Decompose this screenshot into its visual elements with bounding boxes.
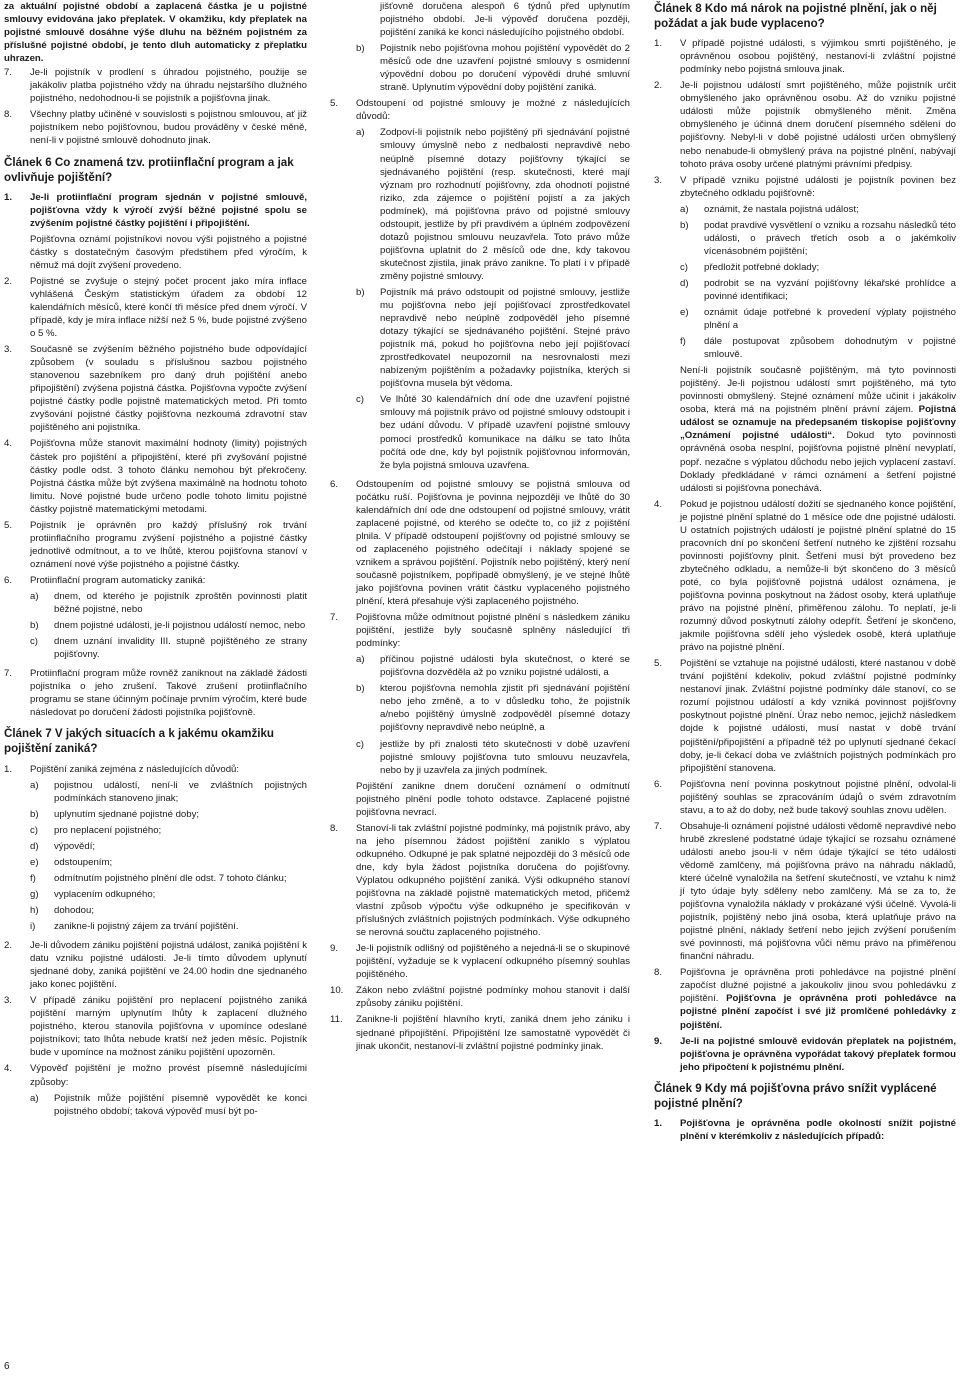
list-item: [330, 611, 630, 819]
sub-item: [30, 824, 307, 837]
item-number: 3.: [4, 344, 13, 356]
item-number: 1.: [654, 38, 663, 50]
list-item: [4, 939, 307, 991]
item-text: Je-li na pojistné smlouvě evidován přeplatek na pojistném, pojišťovna je oprávněna vypořádat takový přeplatek formou jeho připočtení k pojistnému plnění.: [680, 1035, 956, 1073]
sub-item-letter: a): [680, 203, 689, 215]
item-number: 2.: [4, 275, 13, 287]
sub-item-letter: b): [30, 808, 39, 820]
sub-item-text: Pojistník nebo pojišťovna mohou pojištění vypovědět do 2 měsíců ode dne uzavření pojistné smlouvy s osmidenní výpovědní dobou po doručení výpovědi druhé smluvní straně. Uplynutím výpovědní doby pojištění zaniká.: [380, 43, 630, 94]
item-text: Všechny platby učiněné v souvislosti s pojistnou smlouvou, ať již pojistníkem nebo pojišťovnou, budou prováděny v české měně, není-li v pojistné smlouvě dohodnuto jinak.: [30, 109, 307, 147]
item-text: [356, 97, 630, 474]
sub-item-letter: g): [30, 888, 39, 900]
item-number: 6.: [330, 478, 339, 490]
sub-item-letter: a): [30, 779, 39, 791]
item-text-bold: Pojišťovna je oprávněna proti pohledávce na pojistné plnění započíst i své již promlčené pohledávky z pojištění.: [680, 993, 956, 1031]
sub-item: [30, 904, 307, 917]
article-7-heading: Článek 7 V jakých situacích a k jakému okamžiku pojištění zaniká?: [4, 727, 275, 756]
item-number: 9.: [654, 1035, 663, 1047]
sub-item: [30, 779, 307, 805]
item-continuation: Pojišťovna oznámí pojistníkovi novou výši pojistného a pojistné částky s dostatečným časovým předstihem před výročím, k němuž má dojít zvýšení provedeno.: [30, 233, 307, 271]
list-item: [330, 942, 630, 981]
sub-item: [356, 126, 630, 283]
sub-item-text: pro neplacení pojistného;: [54, 824, 162, 836]
sub-item-letter: e): [680, 307, 689, 319]
sub-item: [356, 653, 630, 679]
sub-item-text: podat pravdivé vysvětlení o vzniku a rozsahu následků této události, o právech třetích osob a o jakémkoliv vícenásobném pojištění;: [704, 219, 956, 257]
item-text: Je-li protiinflační program sjednán v pojistné smlouvě, pojišťovna vždy k výročí zvýší běžné pojistné spolu se zvýšením pojistné částky pojištění i připojištění.: [30, 191, 307, 229]
item-number: 10.: [330, 985, 344, 997]
item-tail-bold: Pojistná událost se oznamuje na předepsaném tiskopise pojišťovny „Oznámení pojistné události“.: [680, 404, 956, 442]
sub-item-letter: b): [356, 43, 365, 55]
item-text: Obsahuje-li oznámení pojistné události vědomě nepravdivé nebo hrubě zkreslené podstatné údaje týkající se rozsahu oznámené události anebo jsou-li v něm údaje týkající se této události vědomě zamlčeny, má pojišťovna právo na náhradu nákladů, které účelně vynaložila na šetření skutečností, ve vztahu k nimž jí tyto údaje byly sděleny nebo zamlčeny. Má se za to, že pojišťovna vynaložila náklady v prokázané výši účelně. Vyvolá-li pojistník, pojištěný nebo jiná osoba, která uplatňuje právo na pojistné plnění, náklady šetření nebo jejich zvýšení porušením své povinnosti, má pojišťovna vůči němu právo na přiměřenou finanční náhradu.: [680, 820, 956, 963]
item-text: Je-li pojistník v prodlení s úhradou pojistného, použije se jakákoliv platba pojistného vždy na úhradu nejstaršího dlužného pojistného, nedohodnou-li se pojistník a pojišťovna jinak.: [30, 67, 307, 105]
item-tail: Pojištění zanikne dnem doručení oznámení o odmítnutí pojistného plnění podle tohoto odstavce. Zaplacené pojistné pojišťovna nevrací.: [356, 780, 630, 818]
sub-item-letter: e): [30, 856, 39, 868]
sub-item: [356, 42, 630, 94]
sub-item: [356, 286, 630, 390]
sub-item-text: jestliže by při znalosti této skutečnosti v době uzavření pojistné smlouvy pojišťovna tuto smlouvu neuzavřela, nebo by ji uzavřela za jiných podmínek.: [380, 738, 630, 776]
item-number: 3.: [654, 174, 663, 186]
list-item: [4, 994, 307, 1059]
sub-item-letter: h): [30, 904, 39, 916]
item-number: 8.: [330, 822, 339, 834]
list-item: [654, 820, 956, 964]
item-text: Je-li pojistník odlišný od pojištěného a nejedná-li se o skupinové pojištění, vyžaduje se k vyplacení odkupného písemný souhlas pojištěného.: [356, 943, 630, 981]
sub-item-letter: a): [356, 654, 365, 666]
list-item: [4, 275, 307, 340]
item-text: Pojistník je oprávněn pro každý příslušný rok trvání protiinflačního programu zvýšení pojistného a pojistné částky jednotlivě odmítnout, a to ve lhůtě, kterou pojišťovna stanoví v oznámení nové výše pojistného a pojistné částky.: [30, 519, 307, 570]
item-tail-text: Dokud tyto povinnosti oprávněná osoba nesplní, pojišťovna pojistné plnění nevyplatí, popř. nezačne s výplatou důchodu nebo jejich vyplacení zastaví. Doklady předkládané v rámci oznámení a šetření pojistné události si pojišťovna ponechává.: [680, 430, 957, 494]
list-item: [654, 79, 956, 170]
item-text: Zákon nebo zvláštní pojistné podmínky mohou stanovit i další způsoby zániku pojištění.: [356, 985, 630, 1010]
item-lead: V případě vzniku pojistné události je pojistník povinen bez zbytečného odkladu pojišťovně:: [680, 174, 956, 199]
list-item: [654, 1035, 956, 1074]
sub-item-letter: b): [356, 286, 365, 298]
item-lead: Pojištění zaniká zejména z následujících důvodů:: [30, 763, 240, 775]
item-number: 8.: [4, 109, 13, 121]
sub-item: [30, 808, 307, 821]
sub-item-letter: c): [356, 738, 364, 750]
sub-item: [30, 888, 307, 901]
sub-item-letter: a): [356, 127, 365, 139]
item-text: Pojišťovna je oprávněna podle okolností snížit pojistné plnění v kterémkoliv z následujících případů:: [680, 1117, 956, 1142]
sub-item: [680, 277, 956, 303]
sub-item-letter: c): [680, 261, 688, 273]
sub-item-letter: b): [356, 683, 365, 695]
item-lead: Pojišťovna může odmítnout pojistné plnění s následkem zániku pojištění, jestliže byly současně splněny následující tři podmínky:: [356, 612, 630, 650]
list-item: [4, 763, 307, 937]
item-number: 7.: [4, 67, 13, 79]
sub-item-letter: b): [30, 620, 39, 632]
list-item: [4, 437, 307, 515]
sub-item-letter: i): [30, 921, 36, 933]
sub-item: [30, 635, 307, 661]
item-number: 6.: [4, 574, 13, 586]
list-item: [654, 1117, 956, 1143]
list-item: [4, 108, 307, 147]
sub-item: [30, 840, 307, 853]
sub-item-letter: d): [680, 277, 689, 289]
sub-item-text: kterou pojišťovna nemohla zjistit při sjednávání pojištění nebo jeho změně, a to v důsledku toho, že pojistník a/nebo pojištěný úmyslně zodpověděl písemné dotazy pojišťovny nepravdivě nebo neúplně, a: [380, 683, 630, 734]
item-text: V případě zániku pojištění pro neplacení pojistného zaniká pojištění marným uplynutím lhůty k zaplacení dlužného pojistného, kterou stanovila pojišťovna v upomínce odeslané pojistníkovi; tato lhůta nebude kratší než jeden měsíc. Pojistník bude v upomínce na možnost zániku pojištění upozorněn.: [30, 995, 307, 1059]
list-item: [654, 657, 956, 774]
item-number: 9.: [330, 943, 339, 955]
item-number: 5.: [330, 98, 339, 110]
item-text: [30, 574, 307, 664]
item-text: [680, 174, 956, 495]
item-number: 4.: [4, 1063, 13, 1075]
list-item: [330, 822, 630, 939]
sub-item-text: Pojistník může pojištění písemně vypovědět ke konci pojistného období; taková výpověď musí být po-: [54, 1092, 307, 1117]
item-number: 5.: [654, 658, 663, 670]
item-number: 6.: [654, 778, 663, 790]
item-text: Pojišťovna není povinna poskytnout pojistné plnění, odvolal-li pojištěný souhlas se zpracováním údajů o svém zdravotním stavu, a to až do doby, než bude takový souhlas znovu udělen.: [680, 778, 956, 816]
item-number: 1.: [4, 191, 13, 203]
item-number: 4.: [4, 438, 13, 450]
sub-item-text: jišťovně doručena alespoň 6 týdnů před uplynutím pojistného období. Je-li výpověď doručena později, pojištění zaniká ke konci následujícího pojistného období.: [380, 1, 630, 39]
item-tail-text: Není-li pojistník současně pojištěným, má tyto povinnosti pojištěný. Je-li pojistnou událostí smrt pojištěného, má tyto povinnosti obmyšlený. Stejné oznámení může učinit i jakákoliv osoba, která má na pojistném plnění právní zájem.: [680, 365, 956, 416]
item-number: 3.: [4, 995, 13, 1007]
sub-item-text: zanikne-li pojistný zájem za trvání pojištění.: [54, 921, 239, 933]
sub-item-text: oznámit, že nastala pojistná událost;: [704, 203, 859, 215]
list-item: [4, 667, 307, 719]
item-number: 8.: [654, 967, 663, 979]
list-item: [654, 966, 956, 1031]
item-number: 1.: [654, 1117, 663, 1129]
sub-item-text: odmítnutím pojistného plnění dle odst. 7 tohoto článku;: [54, 872, 287, 884]
sub-item-text: oznámit údaje potřebné k provedení výplaty pojistného plnění a: [704, 307, 956, 332]
sub-item-letter: d): [30, 840, 39, 852]
item-text: [30, 1062, 307, 1120]
sub-item-text: příčinou pojistné události byla skutečnost, o které se pojišťovna dozvěděla až po vzniku pojistné události, a: [380, 654, 630, 679]
sub-item-text: Pojistník má právo odstoupit od pojistné smlouvy, jestliže mu pojišťovna nebo její pojišťovací zprostředkovatel nepravdivě nebo neúplně zodpověděl jeho písemné dotazy týkající se sjednávaného pojištění. Stejné právo pojistník má, pokud ho pojišťovna nebo její pojišťovací zprostředkovatel neupozornil na nesrovnalosti mezi nabízeným pojištěním a požadavky pojistníka, kterých si pojišťovna musela být vědoma.: [380, 286, 630, 390]
sub-item-continuation: [356, 0, 630, 39]
item-lead: Protiinflační program automaticky zaniká:: [30, 574, 206, 586]
sub-item: [680, 203, 956, 216]
sub-item: [30, 619, 307, 632]
item-text: Je-li pojistnou událostí smrt pojištěného, může pojistník určit obmyšleného jako oprávněnou osobu. Až do vzniku pojistné události může pojistník obmyšleného měnit. Změna obmyšleného je účinná dnem doručení písemného sdělení do pojišťovny. Nebyl-li v době pojistné události určen obmyšlený nebo nenabude-li obmyšlený práva na pojistné plnění, nabývají tohoto práva osoby určené platnými právními předpisy.: [680, 80, 956, 170]
list-item: [4, 191, 307, 230]
item-text: Současně se zvýšením běžného pojistného bude odpovídající způsobem (v souladu s příslušnou sazbou pojistného stanovenou sazebníkem pro daný druh pojištění anebo připojištění) zvýšena pojistná částka. Pojišťovna vypočte zvýšení pojistné částky podle pojistně matematických metod. Při tomto zvyšování pojistné částky pojišťovna nezkoumá zdravotní stav pojištěného ani pojistníka.: [30, 344, 307, 434]
column-middle: [330, 0, 630, 1056]
item-number: 11.: [330, 1014, 343, 1026]
sub-item: [356, 393, 630, 471]
sub-item: [356, 682, 630, 734]
item-text: Protiinflační program může rovněž zaniknout na základě žádosti pojistníka o jeho zrušení. Takové zrušení protiinflačního programu se stane účinným počínaje prvním výročím, které bude následovat po doručení žádosti pojistníka pojišťovně.: [30, 668, 307, 719]
item-number: 4.: [654, 498, 663, 510]
sub-item-letter: b): [680, 219, 689, 231]
sub-item-text: předložit potřebné doklady;: [704, 261, 820, 273]
list-item: [4, 519, 307, 571]
list-item: [330, 984, 630, 1010]
sub-item-text: dnem uznání invalidity III. stupně pojištěného ze strany pojišťovny.: [54, 636, 307, 661]
item-text: Pokud je pojistnou událostí dožití se sjednaného konce pojištění, je pojistné plnění splatné do 1 měsíce ode dne pojistné události. U ostatních pojistných událostí je pojistné plnění splatné do 15 pracovních dní po skončení šetření nutného ke zjištění rozsahu povinnosti pojišťovny plnit. Šetření musí být provedeno bez zbytečného odkladu, a nemůže-li být skončeno do 3 měsíců poté, co byla pojišťovně pojistná událost oznámena, je pojišťovna povinna poskytnout na žádost osoby, která uplatňuje právo na pojistné plnění, přiměřenou zálohu. To neplatí, je-li rozumný důvod poskytnutí zálohy odepřít. Šetření je skončeno, jakmile pojišťovna sdělí jeho výsledek osobě, která uplatňuje právo na pojistné plnění.: [680, 498, 956, 654]
sub-item-text: dále postupovat způsobem dohodnutým v pojistné smlouvě.: [704, 336, 956, 361]
sub-item-text: vyplacením odkupného;: [54, 888, 156, 900]
list-item: [330, 97, 630, 474]
item-text: Stanoví-li tak zvláštní pojistné podmínky, má pojistník právo, aby na jeho písemnou žádost pojištění zaniklo s výplatou odkupného. Odkupné je pak splatné nejpozději do 3 měsíců ode dne, kdy byla žádost pojistníka doručena do pojišťovny. Výplatou odkupného pojištění zaniká. Výši odkupného stanoví pojišťovna na základě pojistně matematických metod, přičemž vlastní způsob výpočtu výše odkupného je specifikován v příslušných zvláštních pojistných podmínkách. Výše odkupného se nerovná součtu zaplaceného pojistného.: [356, 822, 630, 939]
item-text: V případě pojistné události, s výjimkou smrti pojištěného, je oprávněnou osobou pojištěný, nestanoví-li zvláštní pojistné podmínky nebo pojistná smlouva jinak.: [680, 38, 956, 76]
page-number: 6: [4, 1361, 10, 1372]
sub-item-letter: a): [30, 591, 39, 602]
sub-item: [30, 872, 307, 885]
sub-item: [30, 920, 307, 933]
sub-item-letter: a): [30, 1092, 39, 1104]
column-right: [654, 0, 956, 1146]
item-number: 2.: [654, 80, 663, 92]
item-number: 7.: [654, 820, 663, 832]
item-text: Pojistné se zvyšuje o stejný počet procent jako míra inflace vyhlášená Českým statistickým úřadem za období 12 kalendářních měsíců, které končí tři měsíce před dnem výročí. V případě, kdy je míra inflace nižší než 5 %, bude pojistné zvýšeno o 5 %.: [30, 275, 307, 340]
item-text: Zanikne-li pojištění hlavního krytí, zaniká dnem jeho zániku i sjednané připojištění. Připojištění lze samostatně vypovědět či jinak ukončit, nestanoví-li zvláštní pojistné podmínky jinak.: [356, 1014, 630, 1052]
item-number: 1.: [4, 763, 13, 775]
sub-item-text: Zodpoví-li pojistník nebo pojištěný při sjednávání pojistné smlouvy úmyslně nebo z nedbalosti nepravdivě nebo neúplně písemné dotazy pojišťovny týkající se sjednávaného pojištění (resp. skutečnosti, které mají význam pro rozhodnutí pojišťovny, zda ohodnotí pojistné riziko, zda zájemce o pojištění pojistí a za jakých podmínek), má pojišťovna právo od pojistné smlouvy odstoupit, jestliže by při pravdivém a úplném zodpovězení dotazů pojistnou smlouvu neuzavřela. Toto právo může pojišťovna uplatnit do 2 měsíců ode dne, kdy takovou skutečnost zjistila, jinak právo zanikne. To platí i v případě změny pojistné smlouvy.: [380, 127, 630, 282]
item-number: 5.: [4, 519, 13, 531]
column-left: [4, 0, 307, 1124]
item-text: Je-li důvodem zániku pojištění pojistná událost, zaniká pojištění k datu vzniku pojistné události. Je-li tímto důvodem uplynutí sjednané doby, zaniká pojištění ve 24.00 hodin dne sjednaného jako konec pojištění.: [30, 940, 307, 991]
list-item: [654, 174, 956, 495]
sub-item-text: odstoupením;: [54, 856, 113, 868]
sub-item: [356, 738, 630, 777]
sub-item-letter: f): [680, 336, 686, 348]
item-tail: [680, 364, 956, 494]
sub-item: [680, 335, 956, 361]
item-text: [356, 611, 630, 819]
item-text-part: Pojišťovna je oprávněna proti pohledávce na pojistné plnění započíst dlužné pojistné a jakoukoliv jinou svou pohledávku z pojištění.: [680, 967, 956, 1005]
list-item: [330, 1013, 630, 1052]
sub-item-letter: c): [30, 636, 38, 648]
intro-paragraph: za aktuální pojistné období a zaplacená částka je u pojistné smlouvy evidována jako přeplatek. V okamžiku, kdy přeplatek na pojistné smlouvě dosáhne výše dluhu na běžném pojistném za příslušné pojistné období, je tento dluh automaticky z přeplatku uhrazen.: [4, 1, 307, 65]
list-item: [4, 343, 307, 434]
sub-item-text: dohodou;: [54, 904, 95, 916]
sub-item: [680, 261, 956, 274]
list-item: [4, 66, 307, 105]
sub-item-letter: f): [30, 872, 36, 884]
sub-item: [30, 856, 307, 869]
sub-item-text: podrobit se na vyzvání pojišťovny lékařské prohlídce a povinné identifikaci;: [704, 277, 956, 302]
sub-item-text: výpovědí;: [54, 840, 96, 852]
sub-item: [30, 1092, 307, 1118]
sub-item-text: Ve lhůtě 30 kalendářních dní ode dne uzavření pojistné smlouvy má pojistník právo od pojistné smlouvy odstoupit i bez udání důvodu. V případě uzavření pojistné smlouvy pomocí prostředků komunikace na dálku se tato lhůta počítá ode dne, kdy byl pojistník pojišťovnou informován, že byla pojistná smlouva uzavřena.: [380, 394, 630, 471]
item-lead: Výpověď pojištění je možno provést písemně následujícími způsoby:: [30, 1063, 307, 1088]
list-item: [4, 1062, 307, 1120]
sub-item: [680, 219, 956, 258]
item-text: [30, 763, 307, 937]
list-item: [4, 574, 307, 664]
item-text: Pojišťovna může stanovit maximální hodnoty (limity) pojistných částek pro pojištění a připojištění, které při zvyšování pojistné částky podle odst. 3 tohoto článku nemohou být překročeny. Pojistná částka může být zvýšena maximálně na hodnotu tohoto limitu. Nové pojistné bude určeno podle tohoto limitu pojistné částky pojistně matematickými metodami.: [30, 438, 307, 515]
item-text: Odstoupením od pojistné smlouvy se pojistná smlouva od počátku ruší. Pojišťovna je povinna nejpozději ve lhůtě do 30 kalendářních dní ode dne odstoupení od pojistné smlouvy, vrátit zaplacené pojistné, od kterého se odečte to, co již z pojištění plnila. V případě odstoupení pojišťovny od pojistné smlouvy se od zaplaceného pojistného odečítají i náklady spojené se vznikem a správou pojištění. Pojistník nebo pojištěný, který není současně pojistníkem, popřípadě obmyšlený, je ve stejné lhůtě jako pojišťovna povinen vrátit částku vyplaceného pojistného plnění, která přesahuje výši zaplaceného pojistného.: [356, 478, 630, 608]
sub-item-letter: c): [356, 394, 364, 406]
sub-item-text: dnem pojistné události, je-li pojistnou událostí nemoc, nebo: [54, 620, 306, 632]
sub-item: [680, 306, 956, 332]
article-9-heading: Článek 9 Kdy má pojišťovna právo snížit vyplácené pojistné plnění?: [654, 1081, 937, 1110]
sub-item: [30, 590, 307, 616]
item-number: 2.: [4, 940, 13, 952]
sub-item-text: dnem, od kterého je pojistník zproštěn povinnosti platit běžné pojistné, nebo: [54, 591, 307, 616]
article-8-heading: Článek 8 Kdo má nárok na pojistné plnění, jak o něj požádat a jak bude vyplaceno?: [654, 2, 937, 31]
list-item: [654, 498, 956, 655]
list-item: [654, 778, 956, 817]
item-number: 7.: [330, 612, 339, 624]
list-item: [330, 478, 630, 608]
sub-item-letter: c): [30, 824, 38, 836]
item-number: 7.: [4, 668, 13, 680]
item-lead: Odstoupení od pojistné smlouvy je možné z následujících důvodů:: [356, 98, 630, 123]
sub-item-text: pojistnou událostí, není-li ve zvláštních pojistných podmínkách stanoveno jinak;: [54, 779, 307, 804]
item-text: [680, 966, 956, 1031]
article-6-heading: Článek 6 Co znamená tzv. protiinflační program a jak ovlivňuje pojištění?: [4, 155, 294, 184]
sub-item-text: uplynutím sjednané pojistné doby;: [54, 808, 200, 820]
item-text: Pojištění se vztahuje na pojistné události, které nastanou v době trvání pojištění kdekoliv, pokud zvláštní pojistné podmínky nestanoví jinak. Zvláštní pojistné podmínky dále stanoví, co se rozumí pojistnou událostí a kdy vzniká povinnost pojišťovny poskytnout pojistné plnění. Úraz nebo nemoc, jejichž následkem dojde k pojistné události, musí nastat v době trvání pojištění/připojištění a případně též po uplynutí sjednané čekací doby, je-li čekací doba ve zvláštních pojistných podmínkách pro připojištění stanovena.: [680, 658, 956, 774]
list-item: [654, 37, 956, 76]
